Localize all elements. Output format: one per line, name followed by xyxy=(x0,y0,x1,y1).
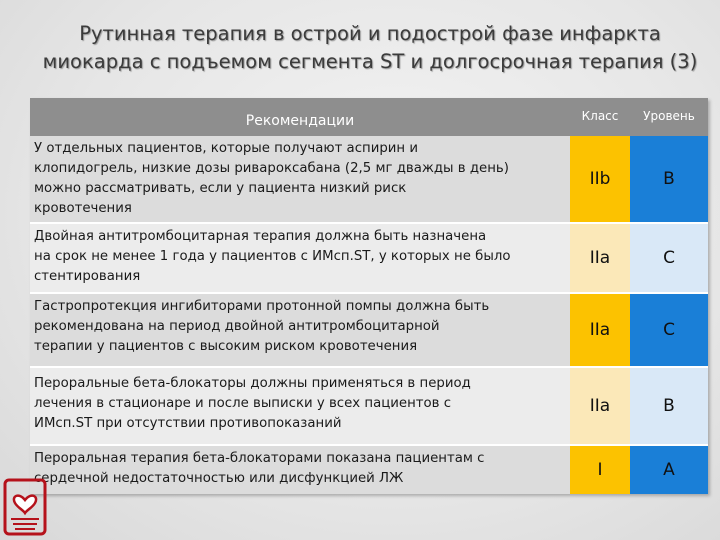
table-row xyxy=(30,136,708,222)
text-line: ИМсп.ST при отсутствии противопоказаний xyxy=(34,416,342,431)
text-line: можно рассматривать, если у пациента низкий риск xyxy=(34,181,407,196)
class-cell: IIb xyxy=(570,136,630,222)
text-line: лечения в стационаре и после выписки у всех пациентов с xyxy=(34,396,452,411)
table-row xyxy=(30,224,708,292)
text-line: Пероральные бета-блокаторы должны применяться в период xyxy=(34,376,471,391)
level-cell: B xyxy=(630,368,708,444)
recommendation-text xyxy=(34,449,566,489)
text-line: терапии у пациентов с высоким риском кровотечения xyxy=(34,339,418,354)
slide-title xyxy=(20,20,720,76)
table-row xyxy=(30,446,708,494)
header-level: Уровень xyxy=(643,109,695,123)
recommendations-table xyxy=(30,98,708,494)
table-row xyxy=(30,294,708,366)
recommendation-text xyxy=(34,227,566,287)
text-line: Двойная антитромбоцитарная терапия должна быть назначена xyxy=(34,229,487,244)
class-cell: IIa xyxy=(570,368,630,444)
text-line: Гастропротекция ингибиторами протонной помпы должна быть xyxy=(34,299,490,314)
title-line-1: Рутинная терапия в острой и подострой фазе инфаркта xyxy=(79,22,661,45)
level-cell: C xyxy=(630,224,708,292)
text-line: У отдельных пациентов, которые получают аспирин и xyxy=(34,141,418,156)
recommendation-text xyxy=(34,374,566,434)
level-cell: C xyxy=(630,294,708,366)
text-line: клопидогрель, низкие дозы ривароксабана (2,5 мг дважды в день) xyxy=(34,161,509,176)
text-line: Пероральная терапия бета-блокаторами показана пациентам с xyxy=(34,451,485,466)
text-line: рекомендована на период двойной антитромбоцитарной xyxy=(34,319,440,334)
recommendation-text xyxy=(34,139,566,219)
text-line: сердечной недостаточностью или дисфункцией ЛЖ xyxy=(34,471,404,486)
header-recommendations: Рекомендации xyxy=(245,113,355,129)
table-header xyxy=(30,98,708,136)
class-cell: IIa xyxy=(570,294,630,366)
header-class: Класс xyxy=(581,109,619,123)
table-row xyxy=(30,368,708,444)
recommendation-text xyxy=(34,297,566,357)
text-line: на срок не менее 1 года у пациентов с ИМсп.ST, у которых не было xyxy=(34,249,511,264)
text-line: стентирования xyxy=(34,269,141,284)
class-cell: I xyxy=(570,446,630,494)
class-cell: IIa xyxy=(570,224,630,292)
esc-logo xyxy=(3,478,47,536)
title-line-2: миокарда с подъемом сегмента ST и долгосрочная терапия (3) xyxy=(42,50,698,73)
level-cell: A xyxy=(630,446,708,494)
text-line: кровотечения xyxy=(34,201,132,216)
level-cell: B xyxy=(630,136,708,222)
